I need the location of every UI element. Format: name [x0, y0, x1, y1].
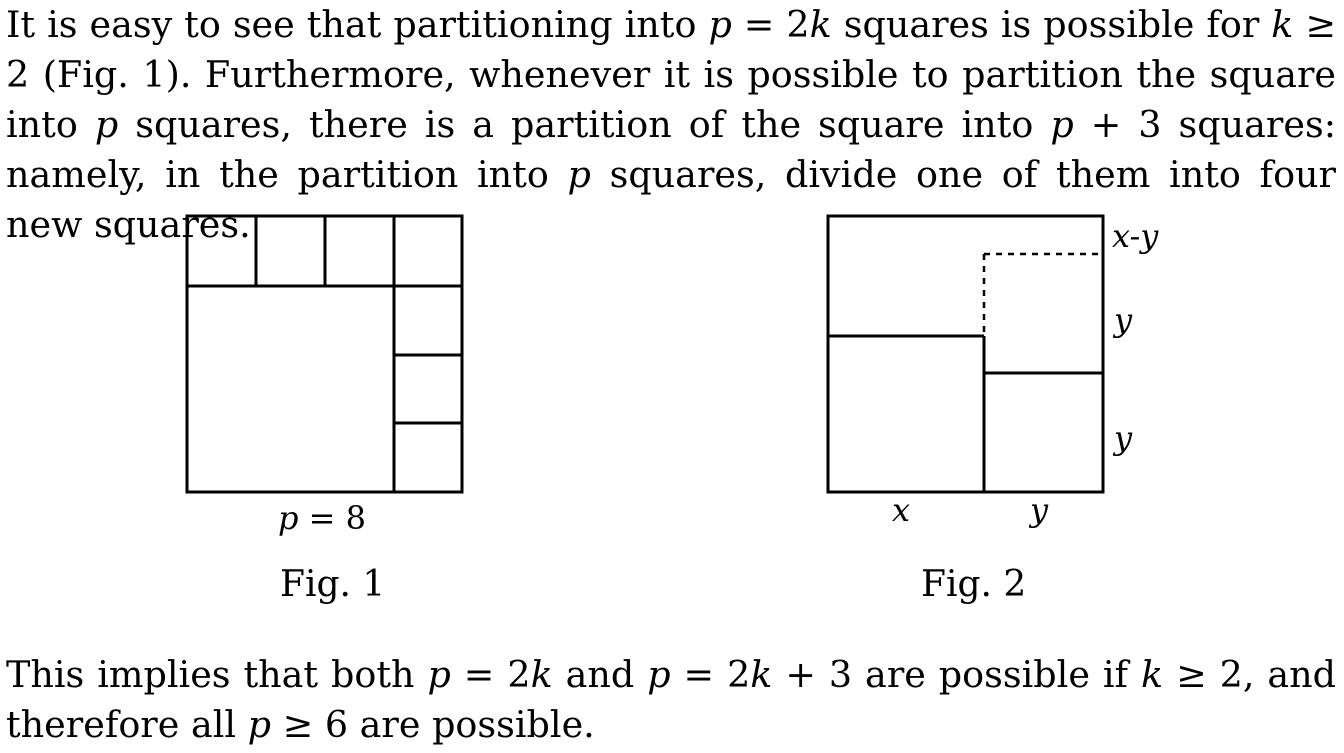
- math-var: p: [427, 653, 451, 696]
- math-var: p: [94, 103, 119, 146]
- text-run: This implies that both: [6, 653, 428, 696]
- math-var: p: [567, 153, 591, 196]
- math-var: p: [1050, 103, 1074, 146]
- math-var: k: [530, 653, 553, 696]
- math-var: k: [1271, 3, 1294, 46]
- text-run: ≥ 2 (Fig. 1). Furthermore, whenever it is possible to partition the square into: [6, 3, 1336, 146]
- text-run: It is easy to see that partitioning into: [6, 3, 709, 46]
- text-run: ≥ 2, and therefore all: [6, 653, 1336, 746]
- math-var: p: [647, 653, 671, 696]
- math-var: k: [809, 3, 832, 46]
- text-run: = 2: [670, 653, 751, 696]
- text-run: and: [552, 653, 648, 696]
- fig2-y-bottom-label: y: [1030, 491, 1049, 529]
- math-var: k: [750, 653, 773, 696]
- fig2-y-lower-label: y: [1114, 419, 1133, 457]
- text-run: = 2: [450, 653, 531, 696]
- fig1-partition-diagram: [187, 216, 462, 492]
- text-run: + 3 are possible if: [772, 653, 1141, 696]
- text-run: = 8: [298, 499, 366, 537]
- text-run: squares, there is a partition of the square into: [118, 103, 1051, 146]
- text-run: + 3 squares: namely, in the partition into: [6, 103, 1336, 196]
- text-run: ≥ 6 are possible.: [271, 703, 595, 746]
- fig1-caption: Fig. 1: [280, 564, 386, 605]
- text-run: squares, divide one of them into four new squares.: [6, 153, 1336, 246]
- fig2-outer-square: [828, 216, 1103, 492]
- fig2-x-label: x: [892, 491, 911, 529]
- text-run: = 2: [731, 3, 810, 46]
- math-var: p: [247, 703, 272, 746]
- fig2-x-minus-y-label: x-y: [1112, 217, 1159, 255]
- math-var: p: [708, 3, 732, 46]
- math-var: k: [1141, 653, 1164, 696]
- fig2-partition-diagram: [828, 216, 1103, 492]
- fig2-caption: Fig. 2: [921, 564, 1027, 605]
- text-run: squares is possible for: [831, 3, 1272, 46]
- fig2-y-upper-label: y: [1114, 301, 1133, 339]
- math-var: p: [278, 499, 299, 537]
- fig1-p-label: [278, 500, 366, 536]
- conclusion-paragraph: [6, 650, 1336, 750]
